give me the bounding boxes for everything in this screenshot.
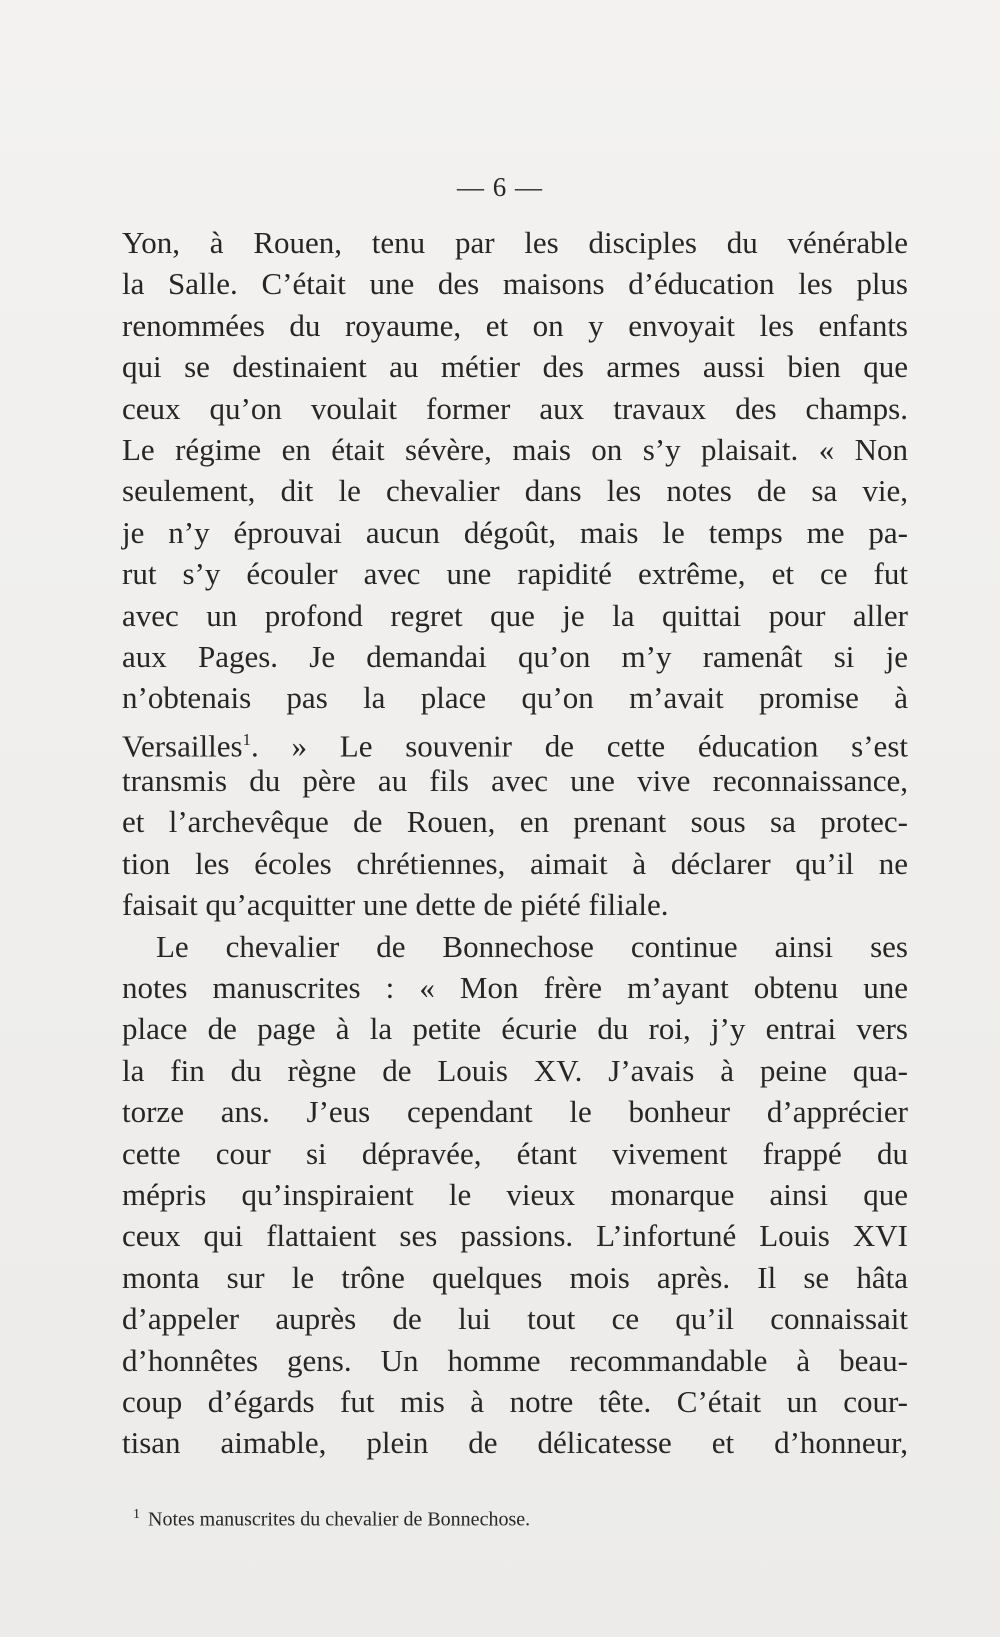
text-line: ceux qui flattaient ses passions. L’infortuné Louis XVI xyxy=(122,1218,908,1254)
text-line: aux Pages. Je demandai qu’on m’y ramenât si je xyxy=(122,638,908,674)
text-line-with-footnote-ref xyxy=(122,719,908,764)
footnote-reference: 1 xyxy=(242,729,252,749)
text-line: qui se destinaient au métier des armes aussi bien que xyxy=(122,349,908,385)
paragraph-end-line: faisait qu’acquitter une dette de piété filiale. xyxy=(122,887,669,923)
text-line: notes manuscrites : « Mon frère m’ayant obtenu une xyxy=(122,970,908,1006)
text-line: coup d’égards fut mis à notre tête. C’était un cour- xyxy=(122,1383,908,1419)
page-number: — 6 — xyxy=(457,172,543,202)
text-segment: . » Le souvenir de cette éducation s’est xyxy=(251,728,908,764)
text-line: la fin du règne de Louis XV. J’avais à peine qua- xyxy=(122,1052,908,1088)
text-line: ceux qu’on voulait former aux travaux des champs. xyxy=(122,390,908,426)
text-line: Yon, à Rouen, tenu par les disciples du vénérable xyxy=(122,225,908,260)
text-line: tion les écoles chrétiennes, aimait à déclarer qu’il ne xyxy=(122,845,908,881)
text-line: renommées du royaume, et on y envoyait les enfants xyxy=(122,307,908,343)
text-line: d’honnêtes gens. Un homme recommandable à beau- xyxy=(122,1342,908,1378)
body-text xyxy=(122,222,908,1464)
text-line: Le régime en était sévère, mais on s’y plaisait. « Non xyxy=(122,431,908,467)
text-line: la Salle. C’était une des maisons d’éducation les plus xyxy=(122,266,908,302)
text-line: place de page à la petite écurie du roi, j’y entrai vers xyxy=(122,1011,908,1047)
footnote-text: Notes manuscrites du chevalier de Bonnechose. xyxy=(148,1508,531,1531)
text-line: tisan aimable, plein de délicatesse et d’honneur, xyxy=(122,1425,908,1461)
text-line: mépris qu’inspiraient le vieux monarque ainsi que xyxy=(122,1176,908,1212)
paragraph-start-line: Le chevalier de Bonnechose continue ainsi ses xyxy=(156,928,908,964)
text-line: avec un profond regret que je la quittai pour aller xyxy=(122,597,908,633)
text-line: cette cour si dépravée, étant vivement frappé du xyxy=(122,1135,908,1171)
text-segment: Versailles xyxy=(122,728,243,764)
text-line: monta sur le trône quelques mois après. Il se hâta xyxy=(122,1259,908,1295)
text-line: je n’y éprouvai aucun dégoût, mais le temps me pa- xyxy=(122,514,908,550)
text-line: torze ans. J’eus cependant le bonheur d’apprécier xyxy=(122,1094,908,1130)
text-line: d’appeler auprès de lui tout ce qu’il connaissait xyxy=(122,1301,908,1337)
text-line: seulement, dit le chevalier dans les notes de sa vie, xyxy=(122,473,908,509)
text-line: et l’archevêque de Rouen, en prenant sous sa protec- xyxy=(122,804,908,840)
text-line: rut s’y écouler avec une rapidité extrême, et ce fut xyxy=(122,556,908,592)
footnote-marker: 1 xyxy=(133,1507,140,1522)
footnote xyxy=(133,1503,833,1532)
text-line: transmis du père au fils avec une vive reconnaissance, xyxy=(122,763,908,799)
text-line: n’obtenais pas la place qu’on m’avait promise à xyxy=(122,680,908,716)
